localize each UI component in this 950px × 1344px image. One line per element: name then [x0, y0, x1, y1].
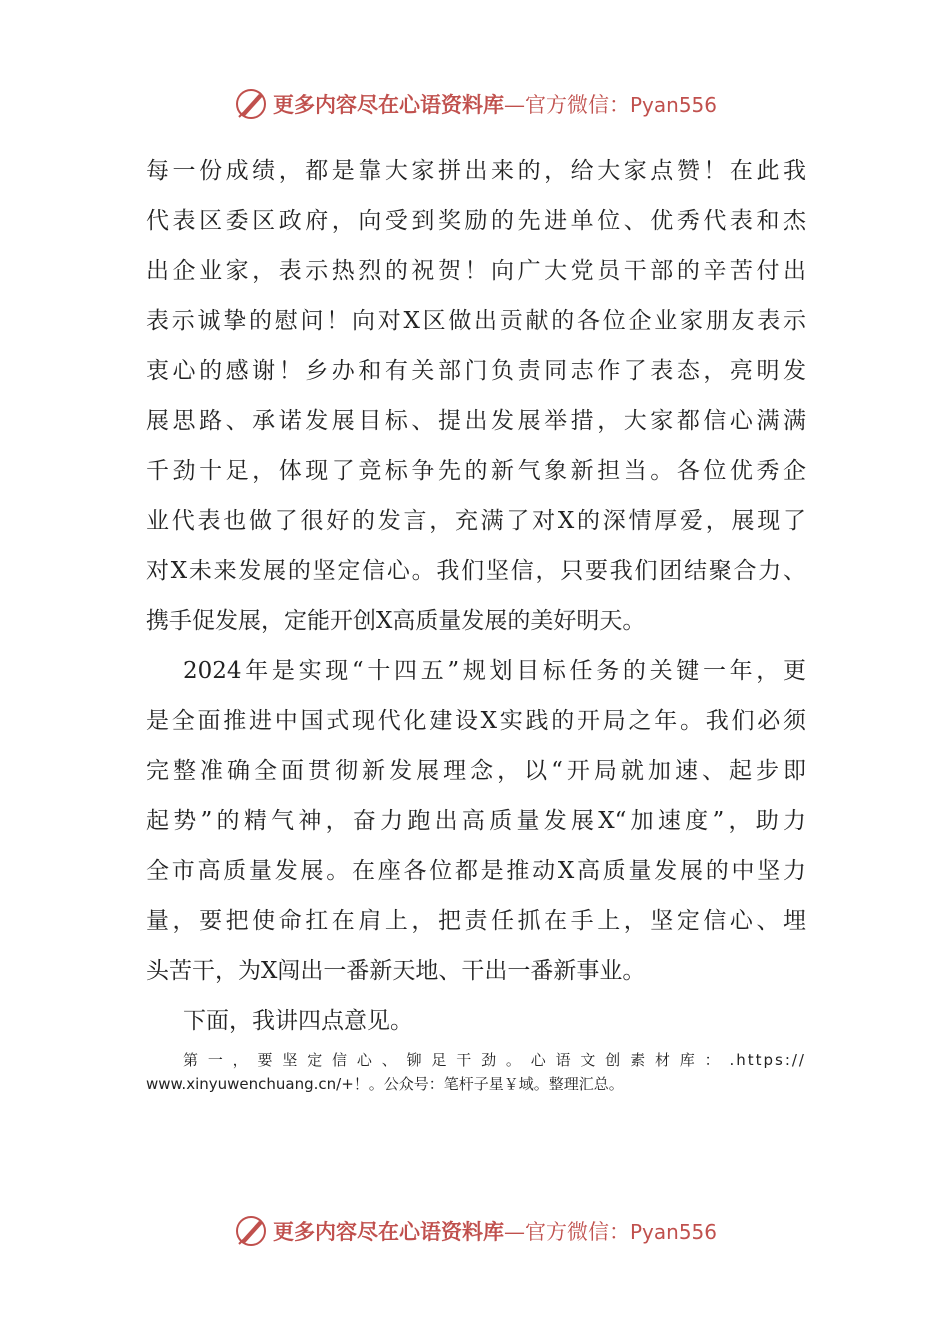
paragraph-line: 业代表也做了很好的发言，充满了对X的深情厚爱，展现了 [146, 508, 806, 534]
source-note-line-2: www.xinyuwenchuang.cn/+！。公众号：笔杆子星￥域。整理汇总。 [146, 1075, 624, 1093]
paragraph-line: 携手促发展，定能开创X高质量发展的美好明天。 [146, 608, 646, 634]
header-banner-wechat-label: 官方微信： [524, 93, 630, 117]
paragraph-line: 2024年是实现“十四五”规划目标任务的关键一年，更 [183, 658, 806, 684]
paragraph-line: 代表区委区政府，向受到奖励的先进单位、优秀代表和杰 [146, 208, 806, 234]
paragraph-line: 完整准确全面贯彻新发展理念，以“开局就加速、起步即 [146, 758, 806, 784]
paragraph-line: 是全面推进中国式现代化建设X实践的开局之年。我们必须 [146, 708, 806, 734]
paragraph-line: 千劲十足，体现了竞标争先的新气象新担当。各位优秀企 [146, 458, 806, 484]
paragraph-line: 展思路、承诺发展目标、提出发展举措，大家都信心满满 [146, 408, 806, 434]
paragraph-line: 头苦干，为X闯出一番新天地、干出一番新事业。 [146, 958, 646, 984]
paragraph-line: 对X未来发展的坚定信心。我们坚信，只要我们团结聚合力、 [146, 558, 806, 584]
source-note [146, 1048, 806, 1096]
footer-banner-title: 更多内容尽在心语资料库 [272, 1219, 504, 1244]
paragraph-line: 起势”的精气神，奋力跑出高质量发展X“加速度”，助力 [146, 808, 806, 834]
header-banner [0, 82, 950, 126]
paragraph-line: 下面，我讲四点意见。 [183, 1008, 413, 1034]
footer-banner-wechat-id: Pyan556 [629, 1220, 717, 1244]
quill-pen-logo-icon [233, 1213, 269, 1249]
paragraph-line: 出企业家，表示热烈的祝贺！向广大党员干部的辛苦付出 [146, 258, 806, 284]
paragraph-2 [146, 646, 806, 996]
footer-banner-dash: — [503, 1220, 525, 1244]
paragraph-line: 衷心的感谢！乡办和有关部门负责同志作了表态，亮明发 [146, 358, 806, 384]
paragraph-line: 表示诚挚的慰问！向对X区做出贡献的各位企业家朋友表示 [146, 308, 806, 334]
paragraph-1 [146, 146, 806, 646]
header-banner-title: 更多内容尽在心语资料库 [272, 92, 504, 117]
paragraph-line: 量，要把使命扛在肩上，把责任抓在手上，坚定信心、埋 [146, 908, 806, 934]
paragraph-line: 每一份成绩，都是靠大家拼出来的，给大家点赞！在此我 [146, 158, 806, 184]
document-body [146, 146, 806, 1096]
header-banner-dash: — [503, 93, 525, 117]
quill-pen-logo-icon [233, 86, 269, 122]
footer-banner [0, 1209, 950, 1253]
paragraph-3 [146, 996, 806, 1046]
source-note-line-1: 第一，要坚定信心、铆足干劲。心语文创素材库：.https:// [183, 1051, 806, 1069]
footer-banner-wechat-label: 官方微信： [524, 1220, 630, 1244]
header-banner-wechat-id: Pyan556 [629, 93, 717, 117]
paragraph-line: 全市高质量发展。在座各位都是推动X高质量发展的中坚力 [146, 858, 806, 884]
